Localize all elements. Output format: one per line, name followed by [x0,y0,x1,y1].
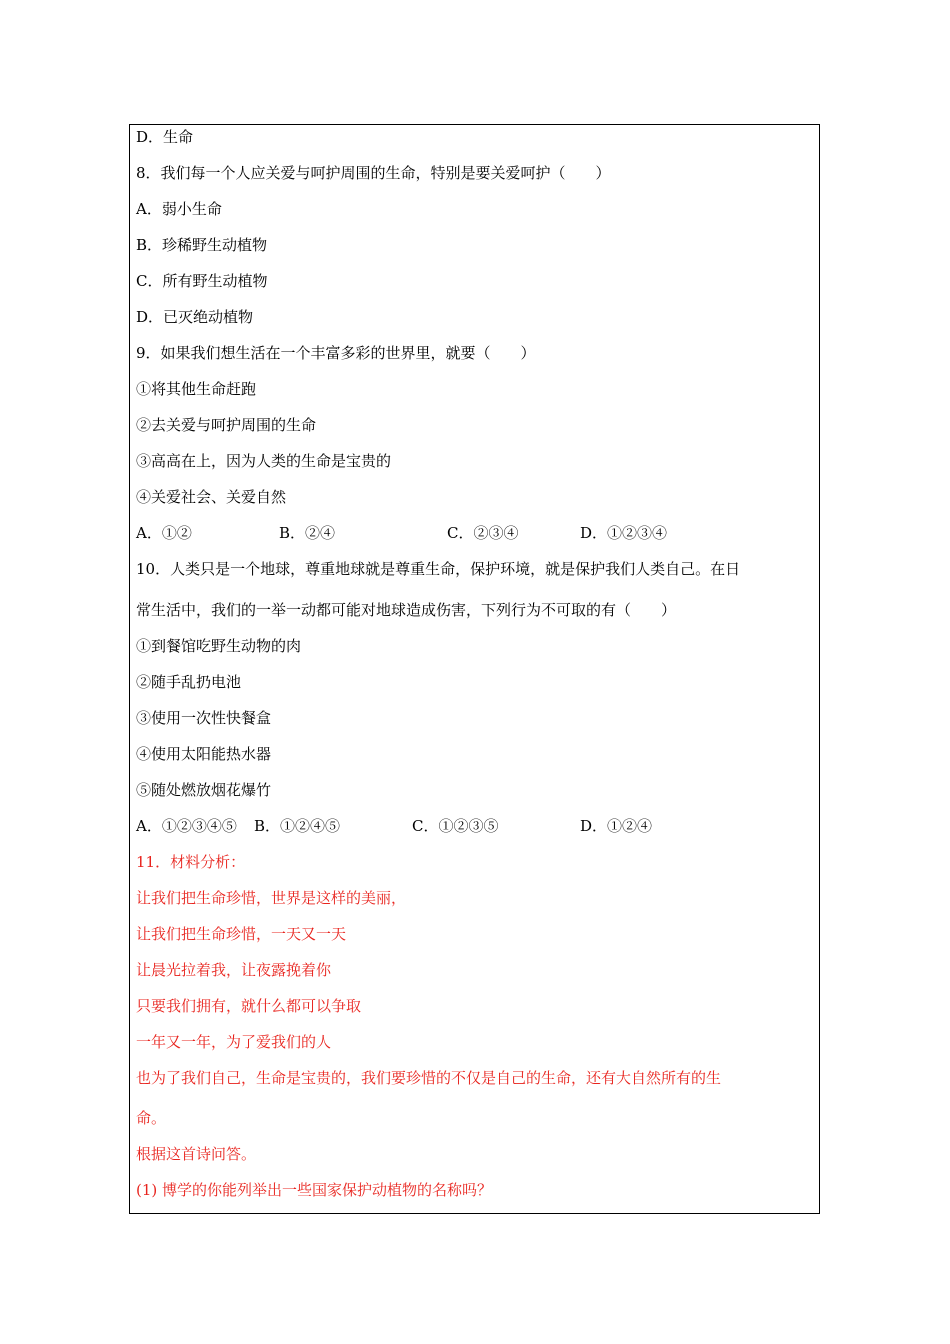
q8-option-d: D．已灭绝动植物 [136,308,254,326]
q9-option-b: B．②④ [279,524,336,542]
poem-line-6b: 命。 [136,1109,167,1127]
poem-line-4: 只要我们拥有，就什么都可以争取 [136,997,362,1015]
q8-stem: 8．我们每一个人应关爱与呵护周围的生命，特别是要关爱呵护（ ） [136,164,611,182]
q8-option-b: B．珍稀野生动植物 [136,236,268,254]
poem-line-2: 让我们把生命珍惜，一天又一天 [136,925,347,943]
poem-line-1: 让我们把生命珍惜，世界是这样的美丽， [136,889,407,907]
instruction: 根据这首诗问答。 [136,1145,257,1163]
q10-option-b: B．①②④⑤ [254,817,341,835]
q8-option-c: C．所有野生动植物 [136,272,268,290]
q10-item-3: ③使用一次性快餐盒 [136,709,272,727]
q10-options-row [136,815,816,837]
q11-subquestion-1: (1) 博学的你能列举出一些国家保护动植物的名称吗？ [136,1181,493,1199]
q7-option-d: D．生命 [136,128,194,146]
poem-line-3: 让晨光拉着我，让夜露挽着你 [136,961,332,979]
q9-item-3: ③高高在上，因为人类的生命是宝贵的 [136,452,392,470]
poem-line-6a: 也为了我们自己，生命是宝贵的，我们要珍惜的不仅是自己的生命，还有大自然所有的生 [136,1069,722,1087]
q10-option-a: A．①②③④⑤ [136,817,237,835]
q9-option-d: D．①②③④ [580,524,668,542]
q10-stem-line2: 常生活中，我们的一举一动都可能对地球造成伤害，下列行为不可取的有（ ） [136,601,677,619]
q9-item-1: ①将其他生命赶跑 [136,380,257,398]
q9-options-row [136,522,816,544]
q9-item-2: ②去关爱与呵护周围的生命 [136,416,317,434]
q10-item-5: ⑤随处燃放烟花爆竹 [136,781,272,799]
q8-option-a: A．弱小生命 [136,200,222,218]
q10-stem-line1: 10．人类只是一个地球，尊重地球就是尊重生命，保护环境，就是保护我们人类自己。在日 [136,560,741,578]
q9-stem: 9．如果我们想生活在一个丰富多彩的世界里，就要（ ） [136,344,536,362]
q10-item-1: ①到餐馆吃野生动物的肉 [136,637,302,655]
q10-option-d: D．①②④ [580,817,653,835]
poem-line-5: 一年又一年，为了爱我们的人 [136,1033,332,1051]
q9-item-4: ④关爱社会、关爱自然 [136,488,287,506]
q9-option-a: A．①② [136,524,192,542]
q11-heading: 11．材料分析： [136,853,246,871]
q10-item-2: ②随手乱扔电池 [136,673,242,691]
q9-option-c: C．②③④ [447,524,519,542]
q10-item-4: ④使用太阳能热水器 [136,745,272,763]
q10-option-c: C．①②③⑤ [412,817,499,835]
